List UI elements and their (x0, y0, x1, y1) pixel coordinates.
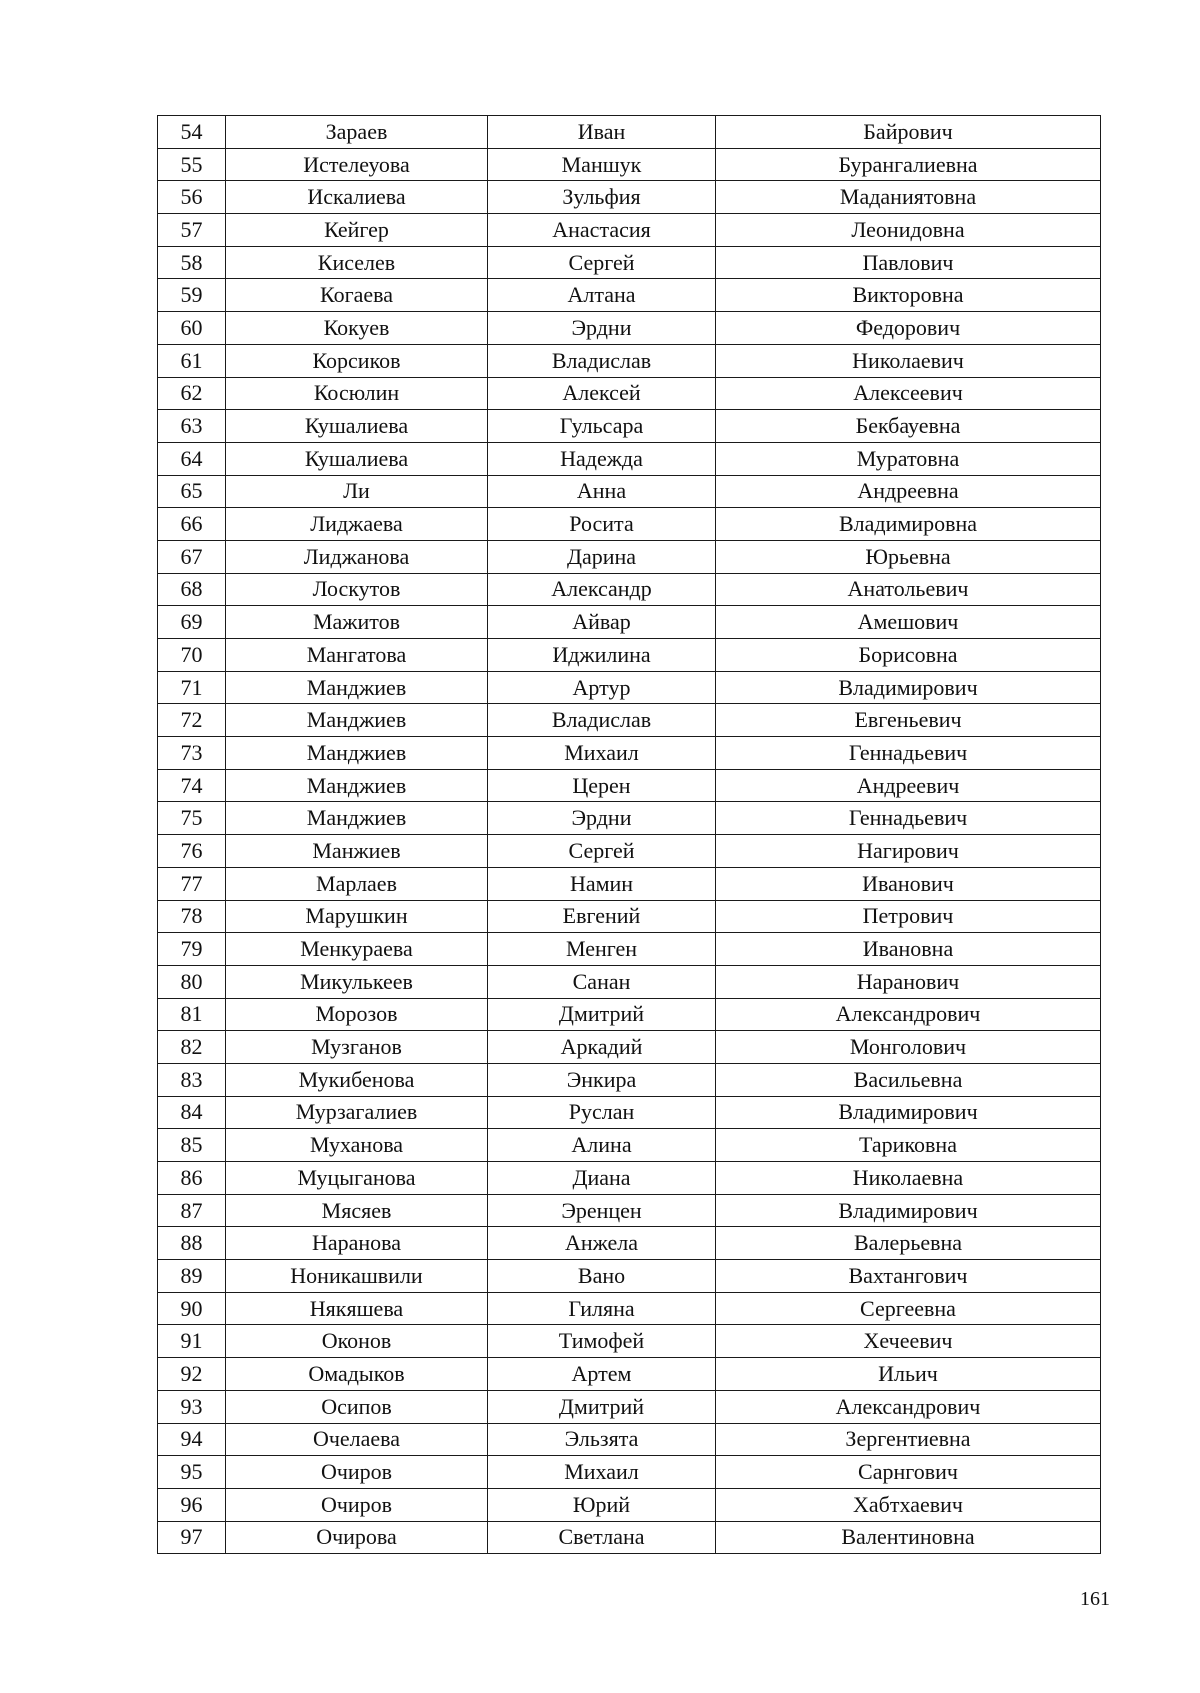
first-name-cell: Росита (488, 508, 716, 541)
surname-cell: Кушалиева (226, 442, 488, 475)
table-row (158, 410, 1101, 443)
first-name-cell: Алина (488, 1129, 716, 1162)
patronymic-cell: Леонидовна (716, 214, 1101, 247)
first-name-cell: Иван (488, 116, 716, 149)
first-name-cell: Маншук (488, 148, 716, 181)
surname-cell: Марлаев (226, 867, 488, 900)
first-name-cell: Артур (488, 671, 716, 704)
patronymic-cell: Николаевна (716, 1162, 1101, 1195)
patronymic-cell: Петрович (716, 900, 1101, 933)
surname-cell: Ноникашвили (226, 1260, 488, 1293)
patronymic-cell: Наранович (716, 965, 1101, 998)
patronymic-cell: Валентиновна (716, 1521, 1101, 1554)
surname-cell: Лоскутов (226, 573, 488, 606)
table-row (158, 344, 1101, 377)
patronymic-cell: Борисовна (716, 639, 1101, 672)
row-number: 64 (158, 442, 226, 475)
row-number: 90 (158, 1292, 226, 1325)
surname-cell: Омадыков (226, 1358, 488, 1391)
row-number: 83 (158, 1063, 226, 1096)
first-name-cell: Руслан (488, 1096, 716, 1129)
row-number: 96 (158, 1488, 226, 1521)
patronymic-cell: Владимирович (716, 1096, 1101, 1129)
patronymic-cell: Владимировна (716, 508, 1101, 541)
surname-cell: Оконов (226, 1325, 488, 1358)
row-number: 92 (158, 1358, 226, 1391)
first-name-cell: Анна (488, 475, 716, 508)
first-name-cell: Александр (488, 573, 716, 606)
row-number: 86 (158, 1162, 226, 1195)
row-number: 61 (158, 344, 226, 377)
surname-cell: Осипов (226, 1390, 488, 1423)
table-row (158, 1227, 1101, 1260)
patronymic-cell: Байрович (716, 116, 1101, 149)
patronymic-cell: Геннадьевич (716, 737, 1101, 770)
patronymic-cell: Анатольевич (716, 573, 1101, 606)
first-name-cell: Санан (488, 965, 716, 998)
table-row (158, 475, 1101, 508)
surname-cell: Морозов (226, 998, 488, 1031)
first-name-cell: Алексей (488, 377, 716, 410)
patronymic-cell: Ильич (716, 1358, 1101, 1391)
patronymic-cell: Амешович (716, 606, 1101, 639)
patronymic-cell: Хечеевич (716, 1325, 1101, 1358)
name-list-table (157, 115, 1101, 1554)
row-number: 57 (158, 214, 226, 247)
first-name-cell: Михаил (488, 1456, 716, 1489)
surname-cell: Очиров (226, 1456, 488, 1489)
patronymic-cell: Муратовна (716, 442, 1101, 475)
row-number: 65 (158, 475, 226, 508)
patronymic-cell: Юрьевна (716, 540, 1101, 573)
patronymic-cell: Валерьевна (716, 1227, 1101, 1260)
first-name-cell: Эрдни (488, 802, 716, 835)
patronymic-cell: Маданиятовна (716, 181, 1101, 214)
row-number: 82 (158, 1031, 226, 1064)
row-number: 58 (158, 246, 226, 279)
table-row (158, 867, 1101, 900)
first-name-cell: Юрий (488, 1488, 716, 1521)
first-name-cell: Иджилина (488, 639, 716, 672)
row-number: 94 (158, 1423, 226, 1456)
surname-cell: Манджиев (226, 704, 488, 737)
surname-cell: Искалиева (226, 181, 488, 214)
table-row (158, 998, 1101, 1031)
patronymic-cell: Иванович (716, 867, 1101, 900)
patronymic-cell: Алексеевич (716, 377, 1101, 410)
table-row (158, 214, 1101, 247)
row-number: 70 (158, 639, 226, 672)
patronymic-cell: Вахтангович (716, 1260, 1101, 1293)
row-number: 59 (158, 279, 226, 312)
row-number: 71 (158, 671, 226, 704)
row-number: 54 (158, 116, 226, 149)
surname-cell: Менкураева (226, 933, 488, 966)
first-name-cell: Анастасия (488, 214, 716, 247)
first-name-cell: Артем (488, 1358, 716, 1391)
patronymic-cell: Васильевна (716, 1063, 1101, 1096)
surname-cell: Лиджаева (226, 508, 488, 541)
patronymic-cell: Геннадьевич (716, 802, 1101, 835)
patronymic-cell: Бекбауевна (716, 410, 1101, 443)
first-name-cell: Гульсара (488, 410, 716, 443)
row-number: 69 (158, 606, 226, 639)
patronymic-cell: Сарнгович (716, 1456, 1101, 1489)
first-name-cell: Владислав (488, 344, 716, 377)
surname-cell: Истелеуова (226, 148, 488, 181)
table-row (158, 802, 1101, 835)
table-row (158, 442, 1101, 475)
first-name-cell: Надежда (488, 442, 716, 475)
table-row (158, 148, 1101, 181)
row-number: 74 (158, 769, 226, 802)
first-name-cell: Диана (488, 1162, 716, 1195)
first-name-cell: Светлана (488, 1521, 716, 1554)
row-number: 68 (158, 573, 226, 606)
row-number: 80 (158, 965, 226, 998)
surname-cell: Мажитов (226, 606, 488, 639)
page-number: 161 (1080, 1588, 1110, 1610)
name-list-body (158, 116, 1101, 1554)
patronymic-cell: Тариковна (716, 1129, 1101, 1162)
row-number: 78 (158, 900, 226, 933)
surname-cell: Мукибенова (226, 1063, 488, 1096)
row-number: 88 (158, 1227, 226, 1260)
first-name-cell: Айвар (488, 606, 716, 639)
first-name-cell: Церен (488, 769, 716, 802)
first-name-cell: Зульфия (488, 181, 716, 214)
patronymic-cell: Бурангалиевна (716, 148, 1101, 181)
patronymic-cell: Хабтхаевич (716, 1488, 1101, 1521)
table-row (158, 540, 1101, 573)
first-name-cell: Вано (488, 1260, 716, 1293)
table-row (158, 965, 1101, 998)
surname-cell: Лиджанова (226, 540, 488, 573)
surname-cell: Когаева (226, 279, 488, 312)
patronymic-cell: Николаевич (716, 344, 1101, 377)
table-row (158, 704, 1101, 737)
surname-cell: Кейгер (226, 214, 488, 247)
table-row (158, 639, 1101, 672)
table-row (158, 1194, 1101, 1227)
surname-cell: Муцыганова (226, 1162, 488, 1195)
first-name-cell: Намин (488, 867, 716, 900)
first-name-cell: Сергей (488, 835, 716, 868)
table-row (158, 1096, 1101, 1129)
table-row (158, 900, 1101, 933)
first-name-cell: Дарина (488, 540, 716, 573)
row-number: 77 (158, 867, 226, 900)
surname-cell: Ли (226, 475, 488, 508)
surname-cell: Мангатова (226, 639, 488, 672)
surname-cell: Очелаева (226, 1423, 488, 1456)
patronymic-cell: Андреевич (716, 769, 1101, 802)
table-row (158, 1521, 1101, 1554)
table-row (158, 1390, 1101, 1423)
first-name-cell: Эльзята (488, 1423, 716, 1456)
surname-cell: Мурзагалиев (226, 1096, 488, 1129)
surname-cell: Зараев (226, 116, 488, 149)
row-number: 87 (158, 1194, 226, 1227)
patronymic-cell: Сергеевна (716, 1292, 1101, 1325)
first-name-cell: Алтана (488, 279, 716, 312)
row-number: 84 (158, 1096, 226, 1129)
table-row (158, 279, 1101, 312)
first-name-cell: Тимофей (488, 1325, 716, 1358)
first-name-cell: Владислав (488, 704, 716, 737)
surname-cell: Някяшева (226, 1292, 488, 1325)
surname-cell: Микулькеев (226, 965, 488, 998)
surname-cell: Кушалиева (226, 410, 488, 443)
patronymic-cell: Андреевна (716, 475, 1101, 508)
row-number: 95 (158, 1456, 226, 1489)
surname-cell: Очиров (226, 1488, 488, 1521)
table-row (158, 116, 1101, 149)
row-number: 56 (158, 181, 226, 214)
surname-cell: Наранова (226, 1227, 488, 1260)
first-name-cell: Аркадий (488, 1031, 716, 1064)
row-number: 81 (158, 998, 226, 1031)
table-row (158, 1325, 1101, 1358)
first-name-cell: Энкира (488, 1063, 716, 1096)
patronymic-cell: Евгеньевич (716, 704, 1101, 737)
row-number: 79 (158, 933, 226, 966)
surname-cell: Очирова (226, 1521, 488, 1554)
first-name-cell: Сергей (488, 246, 716, 279)
table-row (158, 1358, 1101, 1391)
patronymic-cell: Монголович (716, 1031, 1101, 1064)
table-row (158, 1292, 1101, 1325)
surname-cell: Кокуев (226, 312, 488, 345)
table-row (158, 835, 1101, 868)
patronymic-cell: Владимирович (716, 671, 1101, 704)
row-number: 62 (158, 377, 226, 410)
surname-cell: Корсиков (226, 344, 488, 377)
table-row (158, 181, 1101, 214)
first-name-cell: Дмитрий (488, 998, 716, 1031)
table-row (158, 573, 1101, 606)
patronymic-cell: Александрович (716, 1390, 1101, 1423)
patronymic-cell: Викторовна (716, 279, 1101, 312)
table-row (158, 508, 1101, 541)
table-row (158, 1031, 1101, 1064)
table-row (158, 606, 1101, 639)
patronymic-cell: Ивановна (716, 933, 1101, 966)
table-row (158, 1260, 1101, 1293)
surname-cell: Манджиев (226, 737, 488, 770)
first-name-cell: Эрдни (488, 312, 716, 345)
row-number: 72 (158, 704, 226, 737)
surname-cell: Мясяев (226, 1194, 488, 1227)
table-row (158, 1423, 1101, 1456)
first-name-cell: Дмитрий (488, 1390, 716, 1423)
row-number: 76 (158, 835, 226, 868)
row-number: 55 (158, 148, 226, 181)
patronymic-cell: Павлович (716, 246, 1101, 279)
table-row (158, 671, 1101, 704)
row-number: 89 (158, 1260, 226, 1293)
row-number: 85 (158, 1129, 226, 1162)
patronymic-cell: Владимирович (716, 1194, 1101, 1227)
surname-cell: Манджиев (226, 802, 488, 835)
surname-cell: Манджиев (226, 769, 488, 802)
surname-cell: Манжиев (226, 835, 488, 868)
surname-cell: Музганов (226, 1031, 488, 1064)
first-name-cell: Эренцен (488, 1194, 716, 1227)
table-row (158, 769, 1101, 802)
row-number: 67 (158, 540, 226, 573)
table-row (158, 1488, 1101, 1521)
first-name-cell: Гиляна (488, 1292, 716, 1325)
surname-cell: Муханова (226, 1129, 488, 1162)
first-name-cell: Менген (488, 933, 716, 966)
row-number: 97 (158, 1521, 226, 1554)
row-number: 63 (158, 410, 226, 443)
row-number: 75 (158, 802, 226, 835)
table-row (158, 933, 1101, 966)
table-row (158, 1456, 1101, 1489)
table-row (158, 1162, 1101, 1195)
surname-cell: Киселев (226, 246, 488, 279)
patronymic-cell: Александрович (716, 998, 1101, 1031)
table-row (158, 246, 1101, 279)
patronymic-cell: Нагирович (716, 835, 1101, 868)
table-row (158, 377, 1101, 410)
surname-cell: Марушкин (226, 900, 488, 933)
patronymic-cell: Зергентиевна (716, 1423, 1101, 1456)
row-number: 93 (158, 1390, 226, 1423)
first-name-cell: Михаил (488, 737, 716, 770)
first-name-cell: Анжела (488, 1227, 716, 1260)
first-name-cell: Евгений (488, 900, 716, 933)
table-row (158, 1129, 1101, 1162)
row-number: 91 (158, 1325, 226, 1358)
table-row (158, 1063, 1101, 1096)
surname-cell: Косюлин (226, 377, 488, 410)
table-row (158, 737, 1101, 770)
row-number: 60 (158, 312, 226, 345)
row-number: 73 (158, 737, 226, 770)
table-row (158, 312, 1101, 345)
row-number: 66 (158, 508, 226, 541)
patronymic-cell: Федорович (716, 312, 1101, 345)
surname-cell: Манджиев (226, 671, 488, 704)
